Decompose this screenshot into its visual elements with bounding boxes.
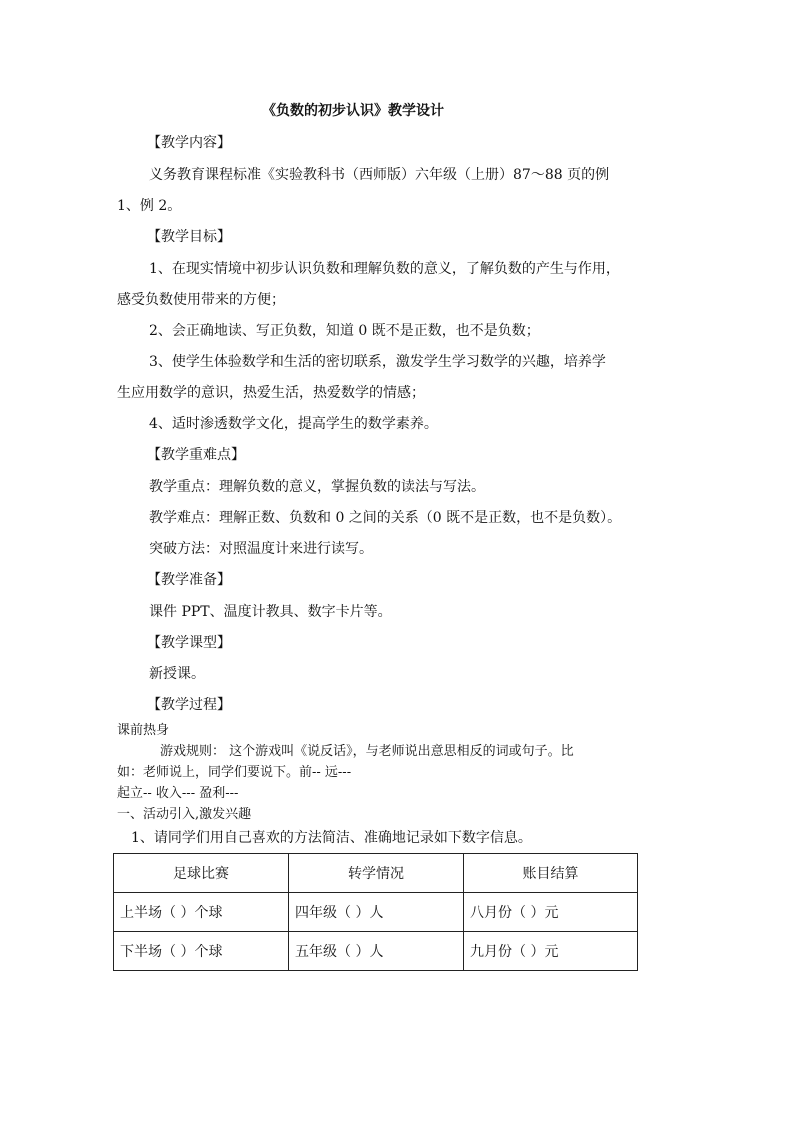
breakthrough-method: 突破方法：对照温度计来进行读写。 <box>149 541 373 557</box>
goal-1-line2: 感受负数使用带来的方便； <box>117 292 285 308</box>
key-heading: 【教学重难点】 <box>147 447 245 463</box>
type-text: 新授课。 <box>149 666 205 682</box>
table-header-row <box>114 854 638 893</box>
prep-heading: 【教学准备】 <box>147 572 231 588</box>
activity-heading: 一、活动引入,激发兴趣 <box>117 807 252 822</box>
prep-text: 课件 PPT、温度计教具、数字卡片等。 <box>149 604 392 620</box>
key-point: 教学重点：理解负数的意义，掌握负数的读法与写法。 <box>149 479 485 495</box>
table-row <box>114 932 638 971</box>
table-header-accounts: 账目结算 <box>464 854 638 893</box>
game-rules-line2: 如：老师说上，同学们要说下。前-- 远--- <box>117 765 352 780</box>
goals-heading: 【教学目标】 <box>147 229 231 245</box>
activity-1-instruction: 1、请同学们用自己喜欢的方法简洁、准确地记录如下数字信息。 <box>131 830 532 846</box>
table-cell: 下半场（ ）个球 <box>114 932 289 971</box>
content-text-line1: 义务教育课程标准《实验教科书（西师版）六年级（上册）87～88 页的例 <box>149 167 610 183</box>
table-cell: 四年级（ ）人 <box>289 893 464 932</box>
data-record-table <box>113 853 638 971</box>
table-header-transfer: 转学情况 <box>289 854 464 893</box>
goal-2: 2、会正确地读、写正负数，知道 0 既不是正数，也不是负数； <box>149 323 540 339</box>
table-header-football: 足球比赛 <box>114 854 289 893</box>
goal-4: 4、适时渗透数学文化，提高学生的数学素养。 <box>149 416 438 432</box>
process-heading: 【教学过程】 <box>147 697 231 713</box>
game-rules-line3: 起立-- 收入--- 盈利--- <box>117 786 239 801</box>
goal-1-line1: 1、在现实情境中初步认识负数和理解负数的意义，了解负数的产生与作用， <box>149 261 620 277</box>
table-cell: 八月份（ ）元 <box>464 893 638 932</box>
goal-3-line2: 生应用数学的意识，热爱生活，热爱数学的情感； <box>117 385 425 401</box>
document-title: 《负数的初步认识》教学设计 <box>262 103 444 119</box>
type-heading: 【教学课型】 <box>147 635 231 651</box>
goal-3-line1: 3、使学生体验数学和生活的密切联系，激发学生学习数学的兴趣，培养学 <box>149 354 606 370</box>
table-cell: 上半场（ ）个球 <box>114 893 289 932</box>
content-heading: 【教学内容】 <box>147 135 231 151</box>
table-row <box>114 893 638 932</box>
difficult-point: 教学难点：理解正数、负数和 0 之间的关系（0 既不是正数，也不是负数）。 <box>149 510 622 526</box>
table-cell: 九月份（ ）元 <box>464 932 638 971</box>
warmup-label: 课前热身 <box>117 723 170 738</box>
content-text-line2: 1、例 2。 <box>117 198 182 214</box>
game-rules-line1: 游戏规则： 这个游戏叫《说反话》，与老师说出意思相反的词或句子。比 <box>160 744 574 759</box>
table-cell: 五年级（ ）人 <box>289 932 464 971</box>
